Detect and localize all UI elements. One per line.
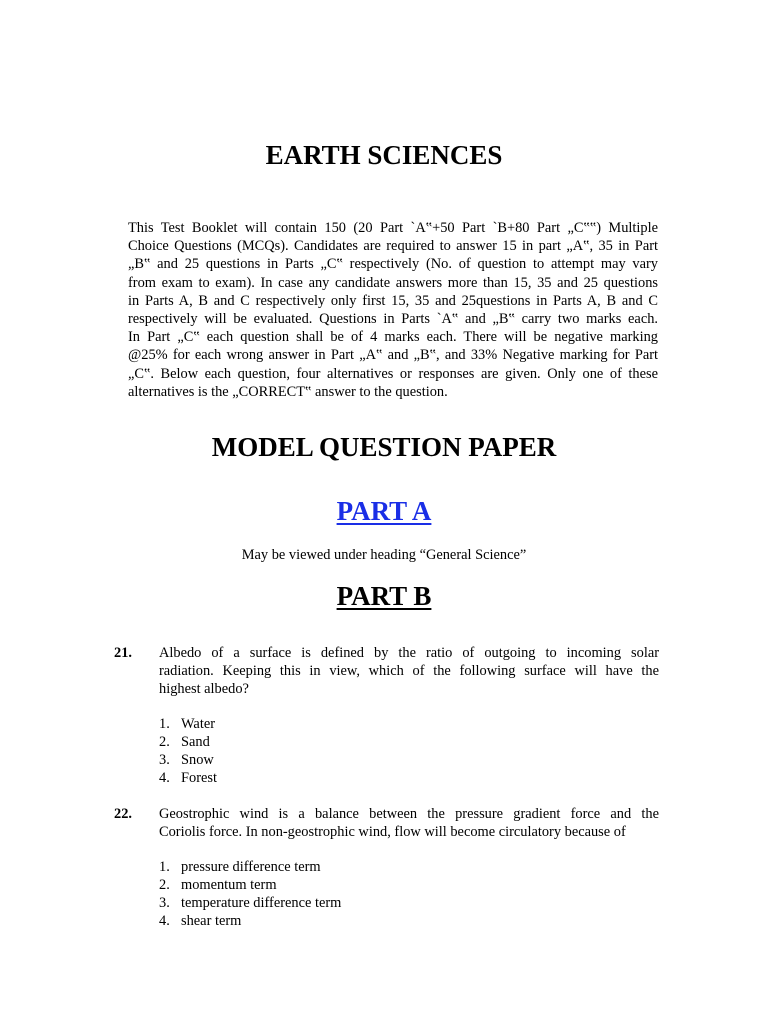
intro-line: „B‟ and 25 questions in Parts „C‟ respectively (No. of question to attempt may vary [128, 256, 658, 273]
intro-line: from exam to exam). In case any candidate answers more than 15, 35 and 25 questions [128, 274, 658, 291]
option-item [159, 769, 217, 787]
intro-line: @25% for each wrong answer in Part „A‟ and „B‟, and 33% Negative marking for Part [128, 347, 658, 364]
part-b-heading [0, 579, 768, 613]
option-number: 3. [159, 895, 170, 911]
option-number: 3. [159, 752, 170, 768]
option-item [159, 912, 341, 930]
question-line: highest albedo? [159, 681, 249, 697]
intro-line: This Test Booklet will contain 150 (20 Part `A‟+50 Part `B+80 Part „C‟‟) Multiple [128, 220, 658, 236]
intro-line: alternatives is the „CORRECT‟ answer to the question. [128, 383, 448, 400]
question-line: Geostrophic wind is a balance between the pressure gradient force and the [159, 806, 659, 822]
intro-line: „C‟. Below each question, four alternatives or responses are given. Only one of these [128, 365, 658, 382]
part-a-link[interactable]: PART A [336, 496, 432, 526]
intro-line: in Parts A, B and C respectively only first 15, 35 and 25questions in Parts A, B and C [128, 292, 658, 309]
question-text [159, 644, 659, 698]
option-text: Water [181, 716, 215, 732]
intro-line: respectively will be evaluated. Questions in Parts `A‟ and „B‟ carry two marks each. [128, 311, 658, 328]
part-b-heading-text: PART B [336, 581, 432, 611]
option-text: momentum term [181, 877, 277, 893]
option-item [159, 858, 341, 876]
option-item [159, 751, 217, 769]
intro-line: Choice Questions (MCQs). Candidates are required to answer 15 in part „A‟, 35 in Part [128, 238, 658, 255]
part-a-heading [0, 494, 768, 528]
options-list [159, 715, 217, 787]
option-text: Forest [181, 770, 217, 786]
intro-line: In Part „C‟ each question shall be of 4 marks each. There will be negative marking [128, 329, 658, 346]
option-text: Snow [181, 752, 214, 768]
option-text: shear term [181, 913, 242, 929]
option-number: 2. [159, 734, 170, 750]
document-title: EARTH SCIENCES [265, 140, 503, 170]
option-number: 1. [159, 859, 170, 875]
question-line: Albedo of a surface is defined by the ratio of outgoing to incoming solar [159, 645, 659, 661]
option-text: pressure difference term [181, 859, 321, 875]
options-list [159, 858, 341, 930]
question-text [159, 805, 659, 841]
question-number: 22. [114, 806, 132, 822]
question-number: 21. [114, 645, 132, 661]
option-item [159, 894, 341, 912]
part-a-note: May be viewed under heading “General Science” [241, 547, 527, 563]
question-22 [114, 805, 659, 935]
option-text: Sand [181, 734, 210, 750]
option-number: 4. [159, 770, 170, 786]
model-question-paper-heading: MODEL QUESTION PAPER [211, 432, 557, 462]
option-item [159, 715, 217, 733]
option-item [159, 876, 341, 894]
option-number: 2. [159, 877, 170, 893]
question-21 [114, 644, 659, 794]
question-line: radiation. Keeping this in view, which of the following surface will have the [159, 663, 659, 679]
option-text: temperature difference term [181, 895, 342, 911]
option-number: 4. [159, 913, 170, 929]
option-number: 1. [159, 716, 170, 732]
question-line: Coriolis force. In non-geostrophic wind, flow will become circulatory because of [159, 824, 626, 840]
intro-paragraph [128, 219, 658, 401]
option-item [159, 733, 217, 751]
